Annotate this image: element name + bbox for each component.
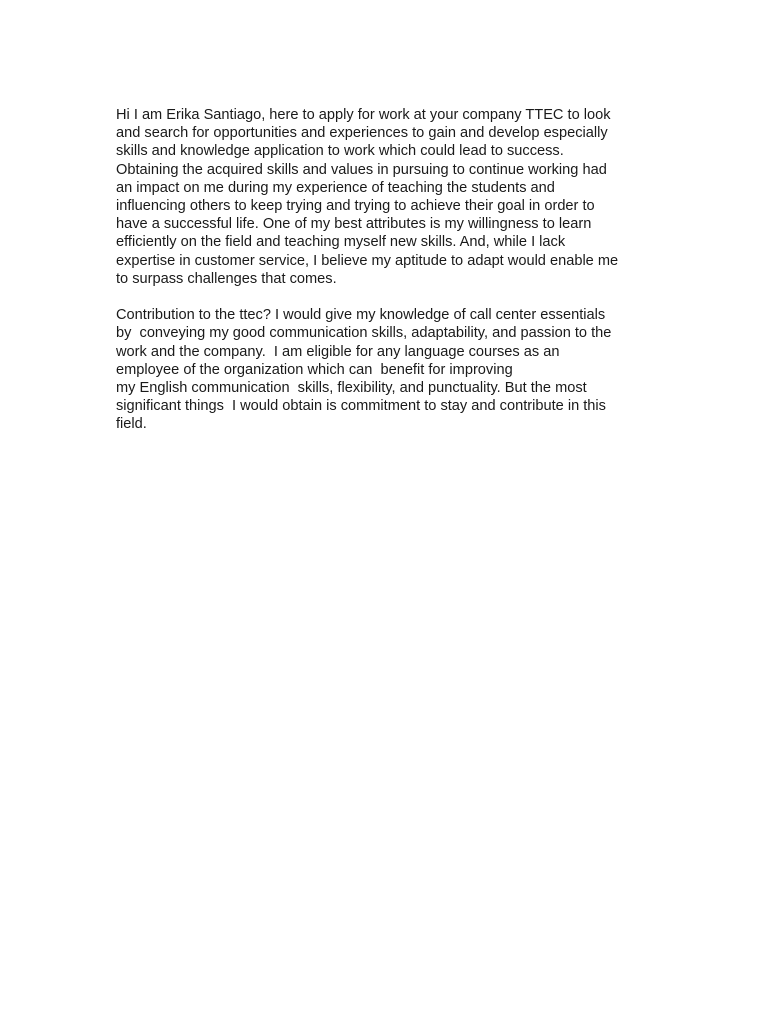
paragraph-line: Contribution to the ttec? I would give my knowledge of call center essentials — [116, 307, 606, 324]
paragraph-line: my English communication skills, flexibility, and punctuality. But the most — [116, 380, 587, 397]
paragraph-line: and search for opportunities and experiences to gain and develop especially — [116, 125, 608, 142]
paragraph-line: influencing others to keep trying and trying to achieve their goal in order to — [116, 198, 595, 215]
paragraph-contribution — [116, 306, 676, 433]
paragraph-line: Obtaining the acquired skills and values in pursuing to continue working had — [116, 161, 607, 178]
paragraph-line: an impact on me during my experience of teaching the students and — [116, 179, 555, 196]
paragraph-line: efficiently on the field and teaching myself new skills. And, while I lack — [116, 234, 566, 251]
paragraph-line: expertise in customer service, I believe my aptitude to adapt would enable me — [116, 252, 619, 269]
paragraph-line: skills and knowledge application to work which could lead to success. — [116, 143, 564, 160]
paragraph-intro — [116, 106, 676, 288]
paragraph-line: to surpass challenges that comes. — [116, 270, 337, 287]
paragraph-line: work and the company. I am eligible for any language courses as an — [116, 343, 560, 360]
paragraph-line: employee of the organization which can benefit for improving — [116, 361, 513, 378]
paragraph-line: field. — [116, 416, 147, 433]
paragraph-line: significant things I would obtain is commitment to stay and contribute in this — [116, 398, 606, 415]
paragraph-line: have a successful life. One of my best attributes is my willingness to learn — [116, 216, 592, 233]
document-body — [116, 106, 676, 434]
paragraph-line: Hi I am Erika Santiago, here to apply for work at your company TTEC to look — [116, 107, 611, 123]
paragraph-line: by conveying my good communication skills, adaptability, and passion to the — [116, 325, 612, 342]
